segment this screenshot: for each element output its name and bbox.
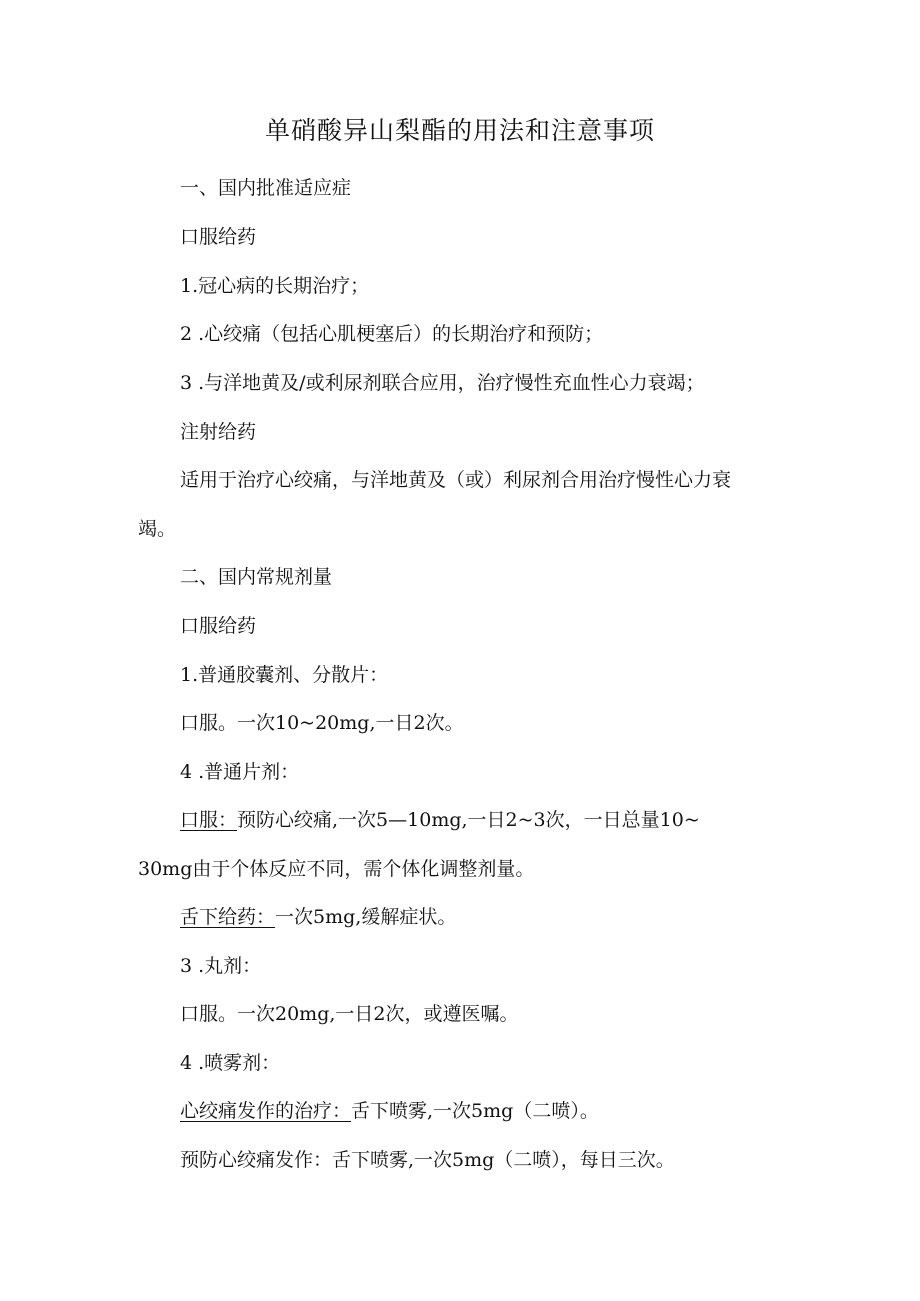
tablet-sublingual-text: 一次5mg,缓解症状。 xyxy=(275,906,457,928)
tablet-oral-label: 口服： xyxy=(180,809,238,831)
spray-prevention-line: 预防心绞痛发作：舌下喷雾,一次5mg（二喷），每日三次。 xyxy=(180,1149,675,1171)
tablet-sublingual-line xyxy=(180,903,456,931)
tablet-heading: 4 .普通片剂： xyxy=(180,761,300,783)
spray-treatment-text: 舌下喷雾,一次5mg（二喷）。 xyxy=(351,1100,599,1122)
capsule-heading: 1.普通胶囊剂、分散片： xyxy=(180,664,389,686)
section2-oral-heading: 口服给药 xyxy=(180,615,257,637)
indication-item-1: 1.冠心病的长期治疗； xyxy=(180,275,370,297)
section1-heading: 一、国内批准适应症 xyxy=(180,177,352,199)
capsule-dosage: 口服。一次10~20mg,一日2次。 xyxy=(180,712,464,734)
tablet-oral-line1 xyxy=(180,806,700,834)
document-title: 单硝酸异山梨酯的用法和注意事项 xyxy=(264,116,655,145)
tablet-oral-text-line1: 预防心绞痛,一次5—10mg,一日2~3次，一日总量10~ xyxy=(237,809,700,831)
pill-heading: 3 .丸剂： xyxy=(180,955,262,977)
pill-dosage: 口服。一次20mg,一日2次，或遵医嘱。 xyxy=(180,1003,519,1025)
spray-treatment-label: 心绞痛发作的治疗： xyxy=(180,1100,352,1122)
injection-text-line1: 适用于治疗心绞痛，与洋地黄及（或）利尿剂合用治疗慢性心力衰 xyxy=(180,469,732,491)
section1-injection-heading: 注射给药 xyxy=(180,421,257,443)
spray-heading: 4 .喷雾剂： xyxy=(180,1052,281,1074)
spray-treatment-line xyxy=(180,1097,599,1125)
section2-heading: 二、国内常规剂量 xyxy=(180,566,333,588)
indication-item-3: 3 .与洋地黄及/或利尿剂联合应用，治疗慢性充血性心力衰竭； xyxy=(180,372,705,394)
injection-text-line2: 竭。 xyxy=(138,518,177,540)
section1-oral-heading: 口服给药 xyxy=(180,226,257,248)
indication-item-2: 2 .心绞痛（包括心肌梗塞后）的长期治疗和预防； xyxy=(180,323,604,345)
tablet-sublingual-label: 舌下给药： xyxy=(180,906,276,928)
tablet-oral-text-line2: 30mg由于个体反应不同，需个体化调整剂量。 xyxy=(138,858,535,880)
